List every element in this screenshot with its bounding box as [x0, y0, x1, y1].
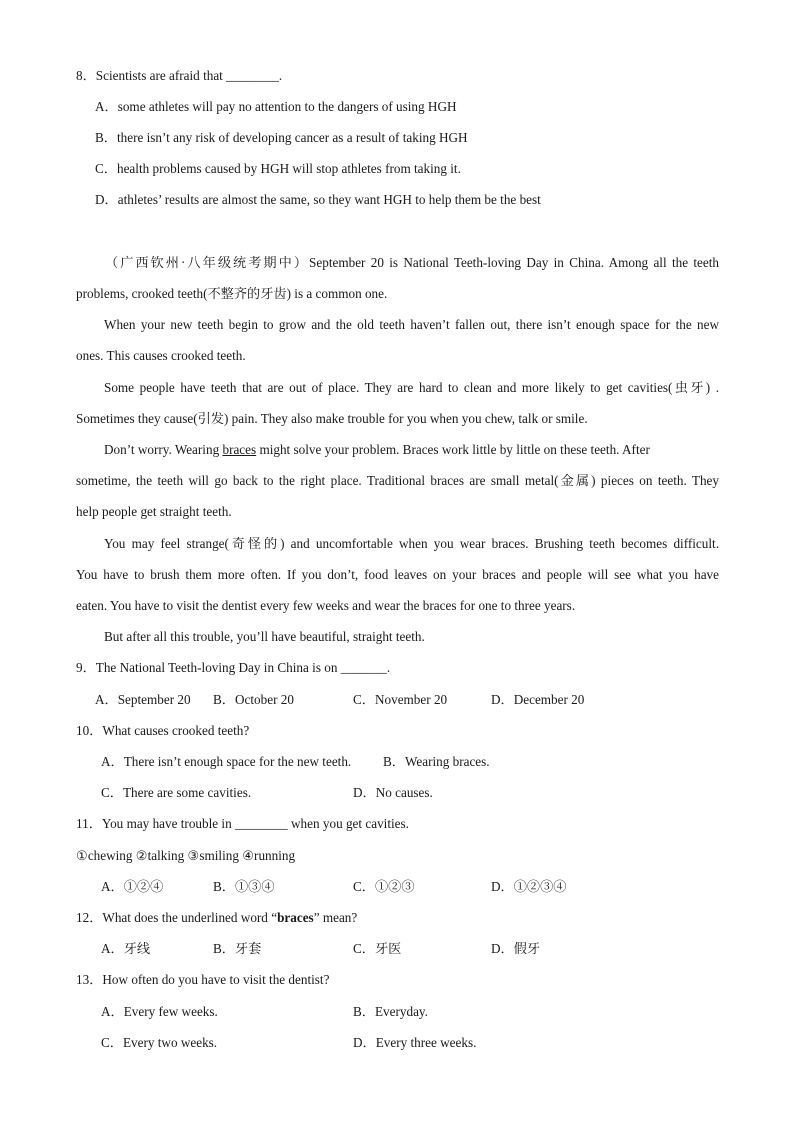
question-11-options: [0, 879, 794, 895]
question-13-options-row2: [0, 1035, 794, 1051]
question-9-option-d: D．December 20: [491, 692, 585, 707]
passage-p4-line3: help people get straight teeth.: [76, 504, 232, 519]
question-12-option-b: B．牙套: [213, 941, 262, 956]
passage-p2-line2: ones. This causes crooked teeth.: [76, 348, 246, 363]
question-9-stem: 9．The National Teeth-loving Day in China is on _______.: [76, 660, 391, 675]
question-12-option-c: C．牙医: [353, 941, 402, 956]
question-8-option-b: B．there isn’t any risk of developing cancer as a result of taking HGH: [95, 130, 468, 145]
passage-p1-line1: （广西钦州·八年级统考期中）September 20 is National Teeth-loving Day in China. Among all the teeth: [105, 255, 719, 270]
passage-p4-text-b: might solve your problem. Braces work little by little on these teeth. After: [256, 442, 650, 457]
question-10-options-row1: [0, 754, 794, 770]
question-12-stem-bold-word: braces: [277, 910, 314, 925]
question-8-option-c: C．health problems caused by HGH will stop athletes from taking it.: [95, 161, 461, 176]
question-12-stem-a: 12．What does the underlined word “: [76, 910, 278, 925]
question-11-option-d: D．①②③④: [491, 879, 567, 894]
question-10-option-d: D．No causes.: [353, 785, 433, 800]
question-13-stem: 13．How often do you have to visit the dentist?: [76, 972, 330, 987]
question-9-options: [0, 692, 794, 708]
passage-p4-text-a: Don’t worry. Wearing: [104, 442, 223, 457]
question-13-option-c: C．Every two weeks.: [101, 1035, 218, 1050]
passage-p6-line1: But after all this trouble, you’ll have beautiful, straight teeth.: [104, 629, 425, 644]
passage-p5-line3: eaten. You have to visit the dentist every few weeks and wear the braces for one to three years.: [76, 598, 576, 613]
braces-underlined-word: braces: [222, 442, 257, 457]
question-10-stem: 10．What causes crooked teeth?: [76, 723, 250, 738]
question-10-option-b: B．Wearing braces.: [383, 754, 490, 769]
question-13-options-row1: [0, 1004, 794, 1020]
question-11-option-b: B．①③④: [213, 879, 275, 894]
passage-p4-line1: [104, 442, 650, 458]
passage-p3-line2: Sometimes they cause(引发) pain. They also make trouble for you when you chew, talk or smile.: [76, 411, 588, 426]
question-10-option-c: C．There are some cavities.: [101, 785, 252, 800]
passage-p5-line1: You may feel strange(奇怪的) and uncomfortable when you wear braces. Brushing teeth becomes difficult.: [104, 536, 719, 551]
question-10-option-a: A．There isn’t enough space for the new teeth.: [101, 754, 352, 769]
question-8-stem: 8．Scientists are afraid that ________.: [76, 68, 283, 83]
question-9-option-a: A．September 20: [95, 692, 191, 707]
question-12-option-d: D．假牙: [491, 941, 541, 956]
question-11-option-a: A．①②④: [101, 879, 164, 894]
passage-p4-line2: sometime, the teeth will go back to the right place. Traditional braces are small metal(金属) pieces on teeth. They: [76, 473, 719, 488]
question-8-option-a: A．some athletes will pay no attention to the dangers of using HGH: [95, 99, 457, 114]
passage-p2-line1: When your new teeth begin to grow and the old teeth haven’t fallen out, there isn’t enough space for the new: [104, 317, 719, 332]
question-13-option-a: A．Every few weeks.: [101, 1004, 218, 1019]
question-11-choices: ①chewing ②talking ③smiling ④running: [76, 848, 296, 863]
question-13-option-b: B．Everyday.: [353, 1004, 428, 1019]
question-9-option-b: B．October 20: [213, 692, 294, 707]
passage-p5-line2: You have to brush them more often. If you don’t, food leaves on your braces and people will see what you have: [76, 567, 719, 582]
question-13-option-d: D．Every three weeks.: [353, 1035, 477, 1050]
question-12-option-a: A．牙线: [101, 941, 151, 956]
question-12-stem: [76, 910, 357, 926]
question-10-options-row2: [0, 785, 794, 801]
question-11-stem: 11．You may have trouble in ________ when you get cavities.: [76, 816, 409, 831]
question-8-option-d: D．athletes’ results are almost the same, so they want HGH to help them be the best: [95, 192, 541, 207]
question-11-option-c: C．①②③: [353, 879, 415, 894]
question-9-option-c: C．November 20: [353, 692, 448, 707]
question-12-options: [0, 941, 794, 957]
question-12-stem-c: ” mean?: [313, 910, 358, 925]
passage-p1-line2: problems, crooked teeth(不整齐的牙齿) is a common one.: [76, 286, 388, 301]
passage-p3-line1: Some people have teeth that are out of place. They are hard to clean and more likely to get cavities(虫牙) .: [104, 380, 719, 395]
